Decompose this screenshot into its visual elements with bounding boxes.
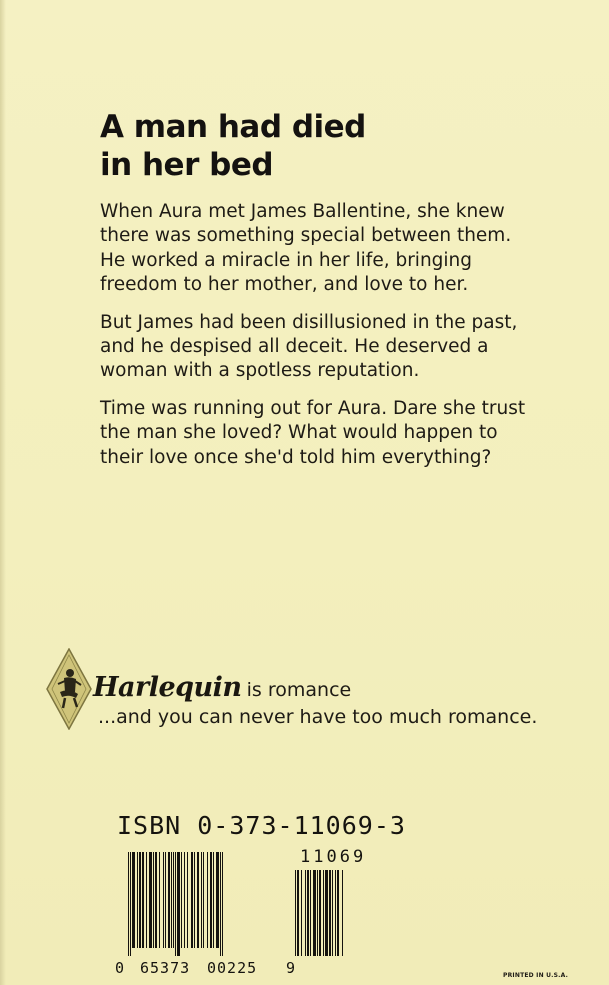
- barcode-bar: [159, 852, 160, 948]
- barcode-bar: [210, 852, 212, 948]
- barcode-bar: [332, 870, 333, 956]
- barcode-bar: [191, 852, 193, 948]
- barcode-bar: [168, 852, 170, 948]
- barcode-bar: [139, 852, 141, 948]
- barcode-bar: [319, 870, 321, 956]
- barcode-bar: [329, 870, 331, 956]
- barcode-bar: [203, 852, 204, 948]
- barcode-left-digits: 65373: [140, 959, 191, 977]
- barcode-bar: [130, 852, 131, 956]
- barcode-bar: [335, 870, 336, 956]
- barcode-bar: [297, 870, 299, 956]
- barcode-right-digits: 00225: [207, 959, 258, 977]
- barcode-bar: [165, 852, 166, 948]
- barcode-bar: [187, 852, 188, 948]
- barcode-main-bars: [128, 852, 288, 956]
- barcode-bar: [155, 852, 157, 948]
- barcode-check-digit: 9: [286, 959, 296, 977]
- tagline: ...and you can never have too much romance.: [98, 706, 538, 728]
- barcode-bar: [337, 870, 339, 956]
- barcode-bar: [305, 870, 306, 956]
- barcode-bar: [194, 852, 195, 948]
- barcode-bar: [181, 852, 182, 948]
- brand-name: Harlequin: [93, 672, 242, 703]
- barcode-bar: [323, 870, 324, 956]
- brand-line: [93, 672, 351, 703]
- headline-line-2: in her bed: [100, 147, 274, 183]
- harlequin-diamond-logo-icon: [46, 648, 92, 730]
- barcode-bar: [310, 870, 311, 956]
- barcode-addon-digits: 11069: [300, 847, 367, 867]
- barcode-bar: [201, 852, 202, 948]
- barcode-bar: [342, 870, 343, 956]
- barcode-addon-bars: [295, 870, 373, 956]
- barcode-bar: [213, 852, 214, 948]
- barcode-bar: [163, 852, 164, 948]
- barcode-bar: [197, 852, 199, 948]
- barcode-bar: [207, 852, 208, 948]
- barcode-bar: [153, 852, 154, 948]
- worn-left-edge: [0, 0, 6, 985]
- barcode-bar: [220, 852, 221, 956]
- barcode: [128, 847, 388, 972]
- barcode-bar: [132, 852, 135, 948]
- barcode-bar: [137, 852, 138, 948]
- blurb: [100, 200, 530, 483]
- barcode-bar: [307, 870, 309, 956]
- barcode-lead-digit: 0: [115, 959, 125, 977]
- barcode-bar: [317, 870, 318, 956]
- headline-line-1: A man had died: [100, 109, 366, 145]
- isbn-label: ISBN 0-373-11069-3: [117, 811, 406, 840]
- barcode-bar: [177, 852, 180, 956]
- barcode-bar: [222, 852, 223, 956]
- barcode-bar: [325, 870, 328, 956]
- barcode-bar: [175, 852, 176, 956]
- barcode-bar: [313, 870, 316, 956]
- barcode-bar: [171, 852, 172, 948]
- headline: [100, 108, 520, 184]
- barcode-bar: [301, 870, 302, 956]
- barcode-bar: [146, 852, 147, 948]
- barcode-bar: [142, 852, 144, 948]
- barcode-bar: [216, 852, 219, 948]
- barcode-bar: [173, 852, 174, 948]
- brand-tail: is romance: [246, 679, 352, 701]
- publisher-block: [46, 648, 566, 730]
- blurb-paragraph-3: Time was running out for Aura. Dare she trust the man she loved? What would happen to their love once she'd told him everything?: [100, 397, 526, 468]
- barcode-bar: [295, 870, 296, 956]
- barcode-bar: [184, 852, 185, 948]
- blurb-paragraph-2: But James had been disillusioned in the past, and he despised all deceit. He deserved a woman with a spotless reputation.: [100, 311, 518, 382]
- blurb-paragraph-1: When Aura met James Ballentine, she knew there was something special between them. He worked a miracle in her life, bringing freedom to her mother, and love to her.: [100, 201, 512, 296]
- barcode-bar: [149, 852, 152, 948]
- printed-in-label: PRINTED IN U.S.A.: [503, 972, 569, 979]
- barcode-bar: [128, 852, 129, 956]
